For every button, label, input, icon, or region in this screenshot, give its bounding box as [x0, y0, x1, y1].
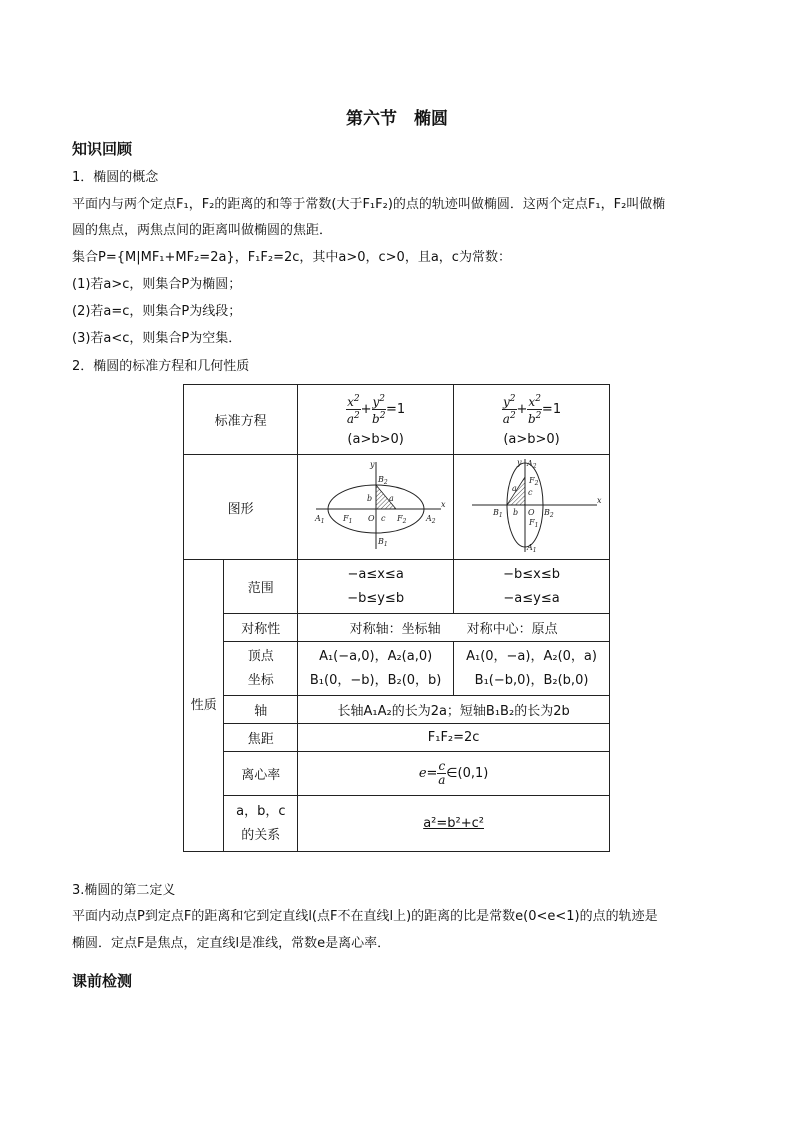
svg-text:x: x — [596, 496, 602, 505]
second-definition-line-1: 平面内动点P到定点F的距离和它到定直线l(点F不在直线l上)的距离的比是常数e(0<e<1)的点的轨迹是 — [72, 909, 658, 924]
svg-text:b: b — [512, 508, 518, 517]
eccentricity-value: e= $\frac{c}{a}$ ∈(0,1) — [298, 752, 610, 796]
vertex-1 — [298, 642, 454, 696]
vertex-2 — [454, 642, 610, 696]
svg-text:F1: $F_1$ — [528, 518, 538, 529]
second-definition-line-2: 椭圆．定点F是焦点，定直线l是准线，常数e是离心率． — [72, 936, 391, 951]
vertex-label-1: 顶点 — [247, 648, 274, 664]
section-heading-pretest: 课前检测 — [72, 972, 133, 990]
relation-value — [298, 796, 610, 852]
svg-text:A2: $A_2$ — [425, 514, 436, 525]
range-2-x: −b≤x≤b — [503, 566, 560, 582]
figure-horizontal-ellipse — [298, 455, 454, 560]
svg-text:y: y — [369, 460, 375, 469]
range-2-y: −a≤y≤a — [503, 590, 560, 606]
std-eq-label: 标准方程 — [184, 385, 298, 455]
heading-equation-properties: 2．椭圆的标准方程和几何性质 — [72, 359, 250, 374]
heading-second-definition: 3.椭圆的第二定义 — [72, 883, 176, 898]
set-line: 集合P={M|MF₁+MF₂=2a}，F₁F₂=2c，其中a>0，c>0，且a，c为常数： — [72, 250, 511, 265]
relation-label-1: a，b，c — [236, 803, 286, 819]
svg-text:a: a — [511, 484, 517, 493]
std-eq-1 — [298, 385, 454, 455]
figure-label: 图形 — [184, 455, 298, 560]
case-3: (3)若a<c，则集合P为空集． — [72, 331, 242, 346]
ellipse-properties-table — [183, 384, 610, 852]
svg-text:B1: $B_1$ — [492, 508, 503, 519]
eq1-condition: (a>b>0) — [347, 431, 404, 447]
symmetry-label: 对称性 — [224, 614, 298, 642]
props-label-text: 性质 — [190, 697, 217, 713]
relation-label — [224, 796, 298, 852]
focal-value: F₁F₂=2c — [298, 724, 610, 752]
vertex-1-line-2: B₁(0，−b)，B₂(0，b) — [309, 672, 442, 688]
svg-text:F1: $F_1$ — [342, 514, 353, 525]
eccentricity-label: 离心率 — [224, 752, 298, 796]
svg-text:B1: $B_1$ — [377, 537, 388, 548]
axis-value: 长轴A₁A₂的长为2a；短轴B₁B₂的长为2b — [298, 696, 610, 724]
vertical-ellipse-diagram — [457, 457, 607, 557]
props-label — [184, 560, 224, 852]
svg-text:B2: $B_2$ — [543, 508, 554, 519]
section-heading-review: 知识回顾 — [72, 140, 133, 158]
range-1 — [298, 560, 454, 614]
range-1-x: −a≤x≤a — [347, 566, 404, 582]
svg-text:O: O — [527, 508, 535, 517]
std-eq-2 — [454, 385, 610, 455]
svg-text:x: x — [440, 500, 446, 509]
definition-line-1: 平面内与两个定点F₁，F₂的距离的和等于常数(大于F₁F₂)的点的轨迹叫做椭圆．这两个定点F₁，F₂叫做椭 — [72, 197, 666, 212]
svg-text:y: y — [516, 458, 522, 467]
case-1: (1)若a>c，则集合P为椭圆； — [72, 277, 242, 292]
vertex-2-line-1: A₁(0，−a)，A₂(0，a) — [466, 648, 597, 664]
vertex-1-line-1: A₁(−a,0)，A₂(a,0) — [319, 648, 433, 664]
vertex-label — [224, 642, 298, 696]
svg-text:b: b — [366, 494, 372, 503]
range-label: 范围 — [224, 560, 298, 614]
relation-label-2: 的关系 — [241, 827, 281, 843]
vertex-label-2: 坐标 — [247, 672, 274, 688]
range-1-y: −b≤y≤b — [347, 590, 405, 606]
figure-vertical-ellipse — [454, 455, 610, 560]
symmetry-value: 对称轴：坐标轴 对称中心：原点 — [298, 614, 610, 642]
svg-text:O: O — [367, 514, 375, 523]
relation-formula: a²=b²+c² — [423, 816, 484, 831]
svg-text:c: c — [380, 514, 386, 523]
svg-text:F2: $F_2$ — [396, 514, 407, 525]
svg-text:c: c — [527, 488, 533, 497]
svg-text:a: a — [388, 494, 394, 503]
svg-text:A2: $A_2$ — [526, 459, 537, 470]
svg-text:A1: $A_1$ — [314, 514, 325, 525]
svg-text:A1: $A_1$ — [526, 543, 537, 554]
eq2-condition: (a>b>0) — [503, 431, 560, 447]
equation-1: $\frac{x^2}{a^2}$ + $\frac{y^2}{b^2}$ =1 — [346, 393, 406, 426]
equation-2: $\frac{y^2}{a^2}$ + $\frac{x^2}{b^2}$ =1 — [502, 393, 562, 426]
svg-text:B2: $B_2$ — [377, 475, 388, 486]
definition-line-2: 圆的焦点，两焦点间的距离叫做椭圆的焦距． — [72, 223, 333, 238]
vertex-2-line-2: B₁(−b,0)，B₂(b,0) — [474, 672, 589, 688]
focal-label: 焦距 — [224, 724, 298, 752]
heading-concept: 1．椭圆的概念 — [72, 170, 159, 185]
eccentricity-range: ∈(0,1) — [446, 766, 489, 781]
axis-label: 轴 — [224, 696, 298, 724]
page-title: 第六节 椭圆 — [346, 109, 448, 129]
horizontal-ellipse-diagram — [301, 457, 451, 557]
case-2: (2)若a=c，则集合P为线段； — [72, 304, 242, 319]
svg-text:F2: $F_2$ — [528, 476, 538, 487]
range-2 — [454, 560, 610, 614]
